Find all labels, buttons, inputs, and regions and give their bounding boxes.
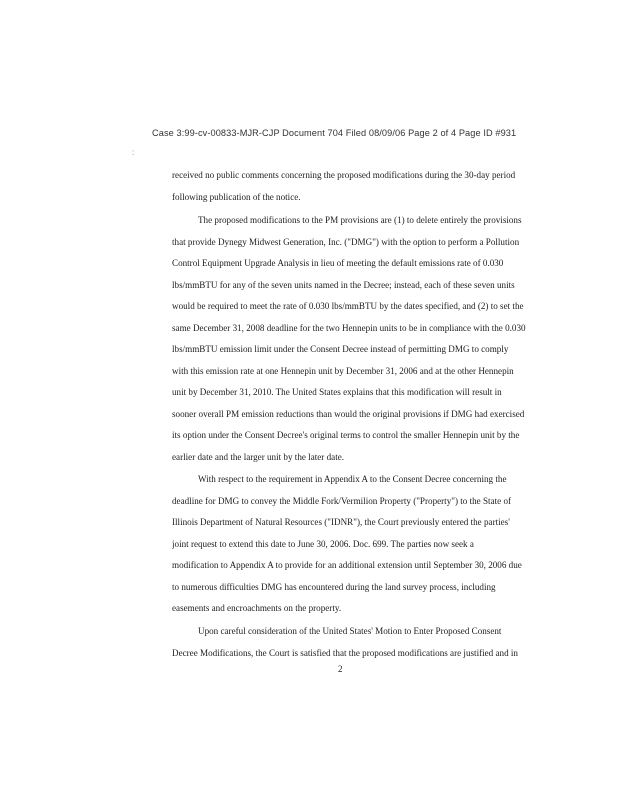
paragraph-pm-provisions — [172, 210, 540, 468]
text-line: same December 31, 2008 deadline for the two Hennepin units to be in compliance with the 0.030 — [172, 322, 526, 333]
text-line: Illinois Department of Natural Resources ("IDNR"), the Court previously entered the parties' — [172, 517, 510, 527]
text-line: lbs/mmBTU emission limit under the Consent Decree instead of permitting DMG to comply — [172, 344, 509, 354]
text-line: to numerous difficulties DMG has encountered during the land survey process, including — [172, 581, 496, 592]
text-line: unit by December 31, 2010. The United States explains that this modification will result in — [172, 387, 502, 397]
text-line: sooner overall PM emission reductions than would the original provisions if DMG had exercised — [172, 408, 525, 419]
scan-mark: : — [132, 148, 135, 157]
text-line: that provide Dynegy Midwest Generation, Inc. ("DMG") with the option to perform a Pollution — [172, 236, 520, 247]
text-line: lbs/mmBTU for any of the seven units named in the Decree; instead, each of these seven units — [172, 279, 515, 290]
text-line: The proposed modifications to the PM provisions are (1) to delete entirely the provisions — [198, 215, 522, 225]
paragraph-conclusion — [172, 621, 540, 664]
text-line: following publication of the notice. — [172, 191, 301, 202]
court-header: Case 3:99-cv-00833-MJR-CJP Document 704 Filed 08/09/06 Page 2 of 4 Page ID #931 — [152, 128, 517, 138]
paragraph-appendix-a — [172, 469, 540, 620]
text-line: Upon careful consideration of the United States' Motion to Enter Proposed Consent — [198, 626, 502, 636]
paragraph-continuation — [172, 165, 540, 208]
text-line: easements and encroachments on the property. — [172, 603, 342, 613]
text-line: would be required to meet the rate of 0.030 lbs/mmBTU by the dates specified, and (2) to set the — [172, 301, 524, 311]
page-number: 2 — [338, 664, 343, 674]
text-line: With respect to the requirement in Appendix A to the Consent Decree concerning the — [198, 474, 507, 484]
text-line: earlier date and the larger unit by the later date. — [172, 451, 345, 462]
text-line: with this emission rate at one Hennepin unit by December 31, 2006 and at the other Hennepin — [172, 365, 514, 376]
text-line: modification to Appendix A to provide for an additional extension until September 30, 2006 due — [172, 560, 522, 570]
text-line: received no public comments concerning the proposed modifications during the 30-day period — [172, 170, 516, 180]
text-line: deadline for DMG to convey the Middle Fork/Vermilion Property ("Property") to the State of — [172, 495, 512, 506]
text-line: its option under the Consent Decree's original terms to control the smaller Hennepin unit by the — [172, 430, 520, 440]
text-line: joint request to extend this date to June 30, 2006. Doc. 699. The parties now seek a — [172, 538, 474, 549]
text-line: Control Equipment Upgrade Analysis in lieu of meeting the default emissions rate of 0.030 — [172, 258, 504, 268]
text-line: Decree Modifications, the Court is satisfied that the proposed modifications are justified and in — [172, 647, 518, 658]
